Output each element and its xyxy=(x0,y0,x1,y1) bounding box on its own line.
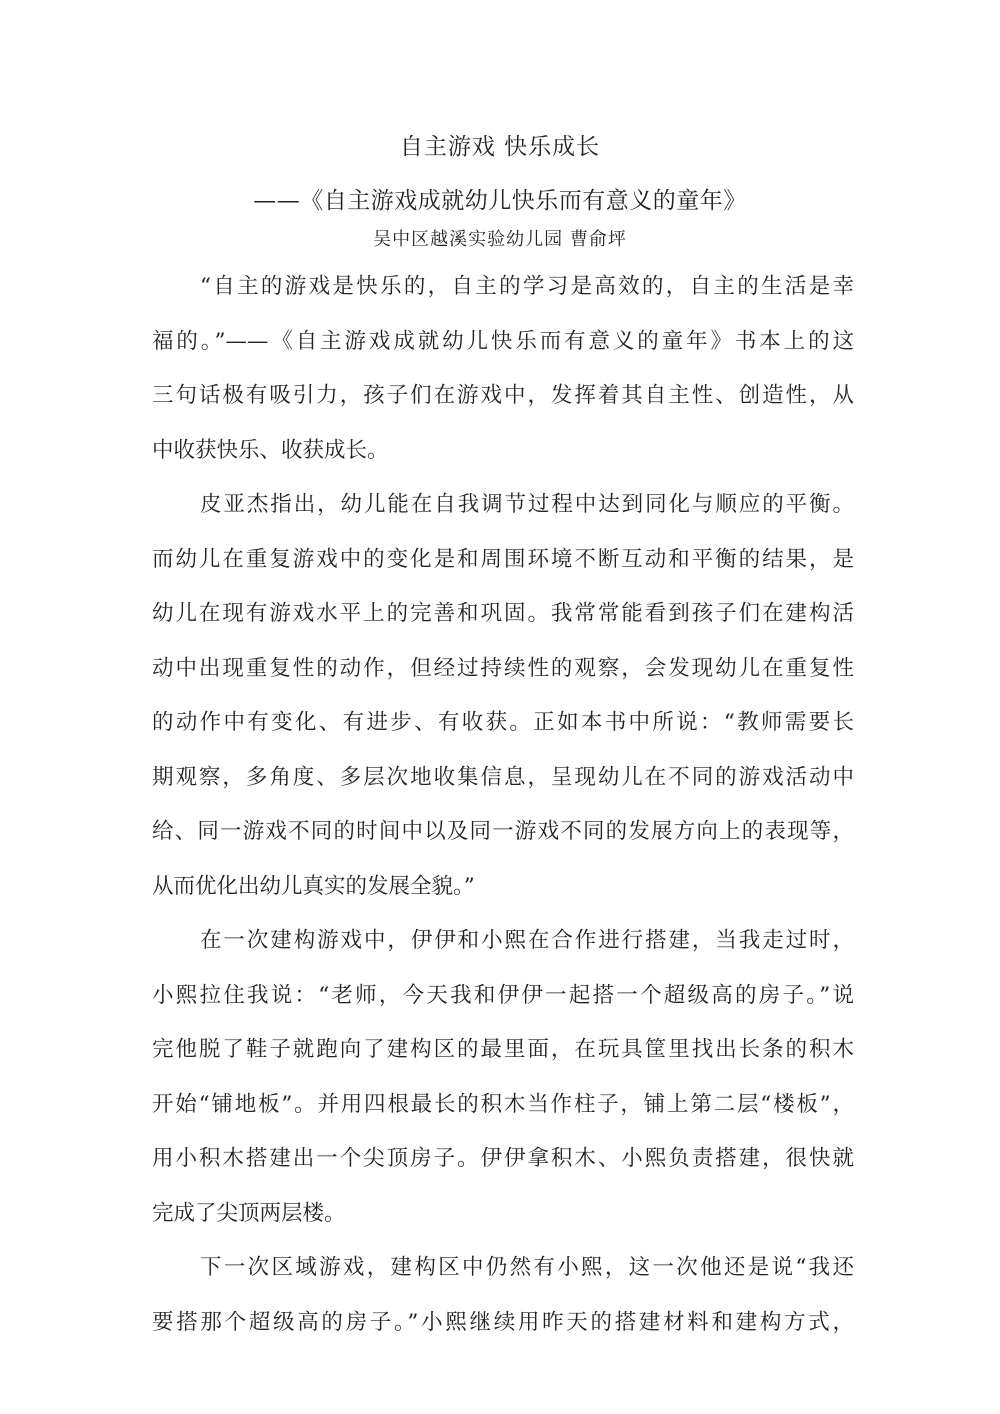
text-line: 动中出现重复性的动作，但经过持续性的观察，会发现幼儿在重复性 xyxy=(152,655,854,681)
text-line: 开始“铺地板”。并用四根最长的积木当作柱子，铺上第二层“楼板”， xyxy=(152,1091,854,1117)
text-line: 要搭那个超级高的房子。”小熙继续用昨天的搭建材料和建构方式， xyxy=(152,1309,854,1335)
text-line: 在一次建构游戏中，伊伊和小熙在合作进行搭建，当我走过时， xyxy=(200,928,854,953)
text-line: 的动作中有变化、有进步、有收获。正如本书中所说：“教师需要长 xyxy=(152,710,854,735)
document-body xyxy=(152,260,854,1350)
text-line: 福的。”——《自主游戏成就幼儿快乐而有意义的童年》书本上的这 xyxy=(152,328,854,354)
text-line: 下一次区域游戏，建构区中仍然有小熙，这一次他还是说“我还 xyxy=(200,1255,854,1280)
text-line: 皮亚杰指出，幼儿能在自我调节过程中达到同化与顺应的平衡。 xyxy=(200,492,854,517)
text-line: 中收获快乐、收获成长。 xyxy=(152,437,389,463)
document-subtitle: ——《自主游戏成就幼儿快乐而有意义的童年》 xyxy=(253,188,747,214)
text-line: 而幼儿在重复游戏中的变化是和周围环境不断互动和平衡的结果，是 xyxy=(152,546,854,572)
text-line: 完成了尖顶两层楼。 xyxy=(152,1200,346,1226)
text-line: 给、同一游戏不同的时间中以及同一游戏不同的发展方向上的表现等， xyxy=(152,819,854,844)
text-line: 小熙拉住我说：“老师，今天我和伊伊一起搭一个超级高的房子。”说 xyxy=(152,982,854,1008)
text-line: “自主的游戏是快乐的，自主的学习是高效的，自主的生活是幸 xyxy=(200,274,854,299)
text-line: 三句话极有吸引力，孩子们在游戏中，发挥着其自主性、创造性，从 xyxy=(152,383,854,408)
text-line: 用小积木搭建出一个尖顶房子。伊伊拿积木、小熙负责搭建，很快就 xyxy=(152,1146,854,1171)
author-line: 吴中区越溪实验幼儿园 曹俞坪 xyxy=(373,229,627,250)
text-line: 幼儿在现有游戏水平上的完善和巩固。我常常能看到孩子们在建构活 xyxy=(152,601,854,626)
text-line: 完他脱了鞋子就跑向了建构区的最里面，在玩具筐里找出长条的积木 xyxy=(152,1037,854,1062)
text-line: 从而优化出幼儿真实的发展全貌。” xyxy=(152,873,475,899)
text-line: 期观察，多角度、多层次地收集信息，呈现幼儿在不同的游戏活动中 xyxy=(152,764,854,790)
document-title: 自主游戏 快乐成长 xyxy=(399,134,601,160)
